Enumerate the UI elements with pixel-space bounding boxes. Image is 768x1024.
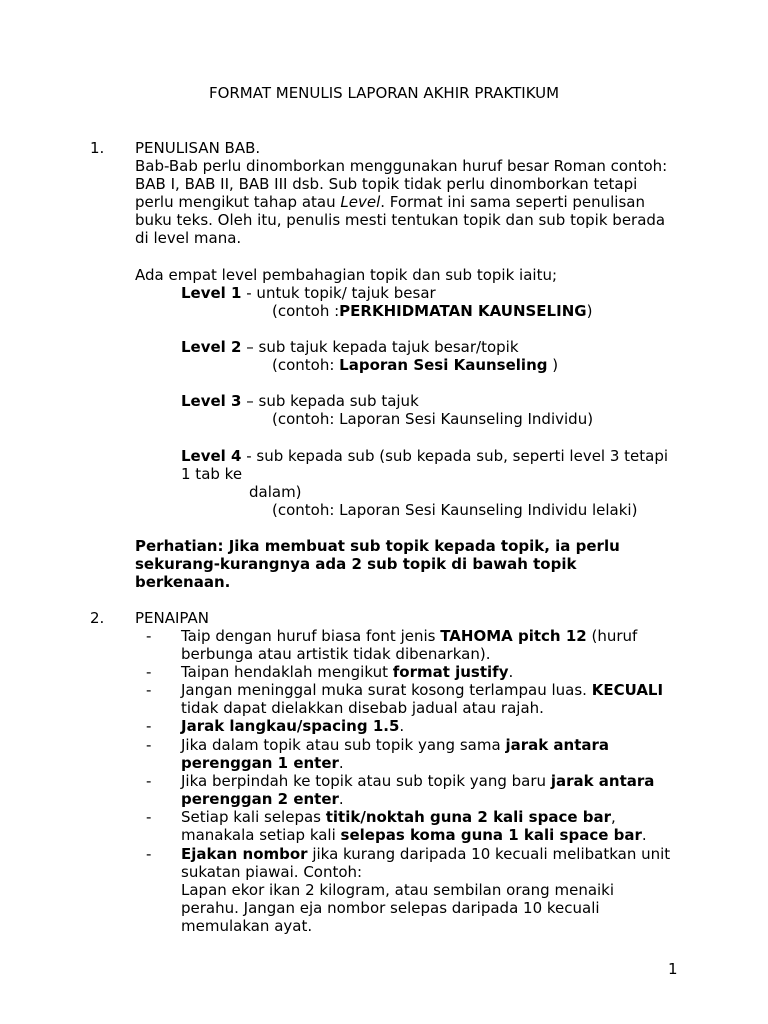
level-2-line xyxy=(181,338,519,356)
bullet-item-line xyxy=(181,772,654,790)
item-text: manakala setiap kali xyxy=(181,826,341,844)
section1-heading: PENULISAN BAB. xyxy=(135,139,261,157)
example-suffix: ) xyxy=(547,356,559,374)
bullet-dash: - xyxy=(146,717,152,735)
note-line: sekurang-kurangnya ada 2 sub topik di bawah topik xyxy=(135,555,577,573)
section1-para-line: di level mana. xyxy=(135,229,242,247)
level-3-line xyxy=(181,392,419,410)
bullet-item-line: sukatan piawai. Contoh: xyxy=(181,863,363,881)
bullet-item-line: memulakan ayat. xyxy=(181,917,313,935)
item-text: Taip dengan huruf biasa font jenis xyxy=(181,627,441,645)
item-text: (huruf xyxy=(586,627,638,645)
level-label: Level 2 xyxy=(181,338,242,356)
bullet-dash: - xyxy=(146,772,152,790)
item-text: Jika berpindah ke topik atau sub topik yang baru xyxy=(181,772,551,790)
note-line: Perhatian: Jika membuat sub topik kepada topik, ia perlu xyxy=(135,537,620,555)
bullet-dash: - xyxy=(146,808,152,826)
section1-intro: Ada empat level pembahagian topik dan sub topik iaitu; xyxy=(135,266,558,284)
item-text: Jika dalam topik atau sub topik yang sama xyxy=(181,736,506,754)
item-text: , xyxy=(611,808,616,826)
example-prefix: (contoh: xyxy=(272,356,340,374)
bullet-item-line: berbunga atau artistik tidak dibenarkan). xyxy=(181,645,491,663)
level-label: Level 3 xyxy=(181,392,242,410)
section1-number: 1. xyxy=(90,139,105,157)
example-prefix: (contoh : xyxy=(272,302,340,320)
bullet-item-line: tidak dapat dielakkan disebab jadual atau rajah. xyxy=(181,699,544,717)
bullet-item-line xyxy=(181,826,647,844)
section1-para-line: BAB I, BAB II, BAB III dsb. Sub topik tidak perlu dinomborkan tetapi xyxy=(135,175,638,193)
item-text: . xyxy=(399,717,405,735)
item-text: . xyxy=(338,754,344,772)
bullet-item-line xyxy=(181,627,637,645)
section2-number: 2. xyxy=(90,609,105,627)
level-desc: - sub kepada sub (sub kepada sub, seperti level 3 tetapi xyxy=(241,447,669,465)
note-line: berkenaan. xyxy=(135,573,231,591)
level-label: Level 4 xyxy=(181,447,242,465)
level-3-example: (contoh: Laporan Sesi Kaunseling Individu) xyxy=(272,410,594,428)
example-suffix: ) xyxy=(586,302,593,320)
item-text: jika kurang daripada 10 kecuali melibatkan unit xyxy=(307,845,671,863)
bullet-item-line xyxy=(181,808,616,826)
item-text: Taipan hendaklah mengikut xyxy=(181,663,393,681)
item-bold: format justify xyxy=(392,663,509,681)
level-desc: - untuk topik/ tajuk besar xyxy=(241,284,436,302)
level-1-example xyxy=(272,302,592,320)
level-4-continuation: dalam) xyxy=(249,483,302,501)
bullet-dash: - xyxy=(146,627,152,645)
bullet-item-line xyxy=(181,717,404,735)
level-label: Level 1 xyxy=(181,284,242,302)
example-bold: Laporan Sesi Kaunseling xyxy=(339,356,548,374)
level-1-line xyxy=(181,284,436,302)
bullet-item-line: Lapan ekor ikan 2 kilogram, atau sembilan orang menaiki xyxy=(181,881,615,899)
level-2-example xyxy=(272,356,558,374)
item-bold: selepas koma guna 1 kali space bar xyxy=(340,826,642,844)
bullet-dash: - xyxy=(146,681,152,699)
bullet-item-line: perahu. Jangan eja nombor selepas daripada 10 kecuali xyxy=(181,899,600,917)
section1-para-line: Bab-Bab perlu dinomborkan menggunakan huruf besar Roman contoh: xyxy=(135,157,668,175)
item-text: . xyxy=(508,663,514,681)
bullet-dash: - xyxy=(146,736,152,754)
item-bold: TAHOMA pitch 12 xyxy=(440,627,587,645)
item-bold: KECUALI xyxy=(591,681,664,699)
section2-heading: PENAIPAN xyxy=(135,609,209,627)
section1-para-line xyxy=(135,193,645,211)
bullet-item-line xyxy=(181,681,663,699)
bullet-dash: - xyxy=(146,845,152,863)
document-title: FORMAT MENULIS LAPORAN AKHIR PRAKTIKUM xyxy=(208,84,560,102)
level-4-line xyxy=(181,447,668,465)
item-text: . xyxy=(641,826,647,844)
section1-para-line: buku teks. Oleh itu, penulis mesti tentukan topik dan sub topik berada xyxy=(135,211,666,229)
level-4-example: (contoh: Laporan Sesi Kaunseling Individu lelaki) xyxy=(272,501,638,519)
bullet-dash: - xyxy=(146,663,152,681)
item-bold: perenggan 1 enter xyxy=(181,754,339,772)
bullet-item-line xyxy=(181,754,344,772)
item-bold: jarak antara xyxy=(550,772,655,790)
bullet-item-line xyxy=(181,845,670,863)
bullet-item-line xyxy=(181,663,513,681)
item-bold: Jarak langkau/spacing 1.5 xyxy=(181,717,400,735)
para-level-italic: Level xyxy=(340,193,381,211)
example-bold: PERKHIDMATAN KAUNSELING xyxy=(339,302,587,320)
item-bold: titik/noktah guna 2 kali space bar xyxy=(325,808,611,826)
page-number: 1 xyxy=(668,960,678,978)
item-text: Setiap kali selepas xyxy=(181,808,326,826)
level-4-continuation: 1 tab ke xyxy=(181,465,243,483)
item-bold: perenggan 2 enter xyxy=(181,790,339,808)
para-text: . Format ini sama seperti penulisan xyxy=(380,193,645,211)
item-text: Jangan meninggal muka surat kosong terlampau luas. xyxy=(181,681,592,699)
item-text: . xyxy=(338,790,344,808)
para-text: perlu mengikut tahap atau xyxy=(135,193,341,211)
item-bold: jarak antara xyxy=(505,736,610,754)
item-bold: Ejakan nombor xyxy=(181,845,308,863)
bullet-item-line xyxy=(181,790,344,808)
level-desc: – sub kepada sub tajuk xyxy=(241,392,419,410)
bullet-item-line xyxy=(181,736,609,754)
level-desc: – sub tajuk kepada tajuk besar/topik xyxy=(241,338,519,356)
